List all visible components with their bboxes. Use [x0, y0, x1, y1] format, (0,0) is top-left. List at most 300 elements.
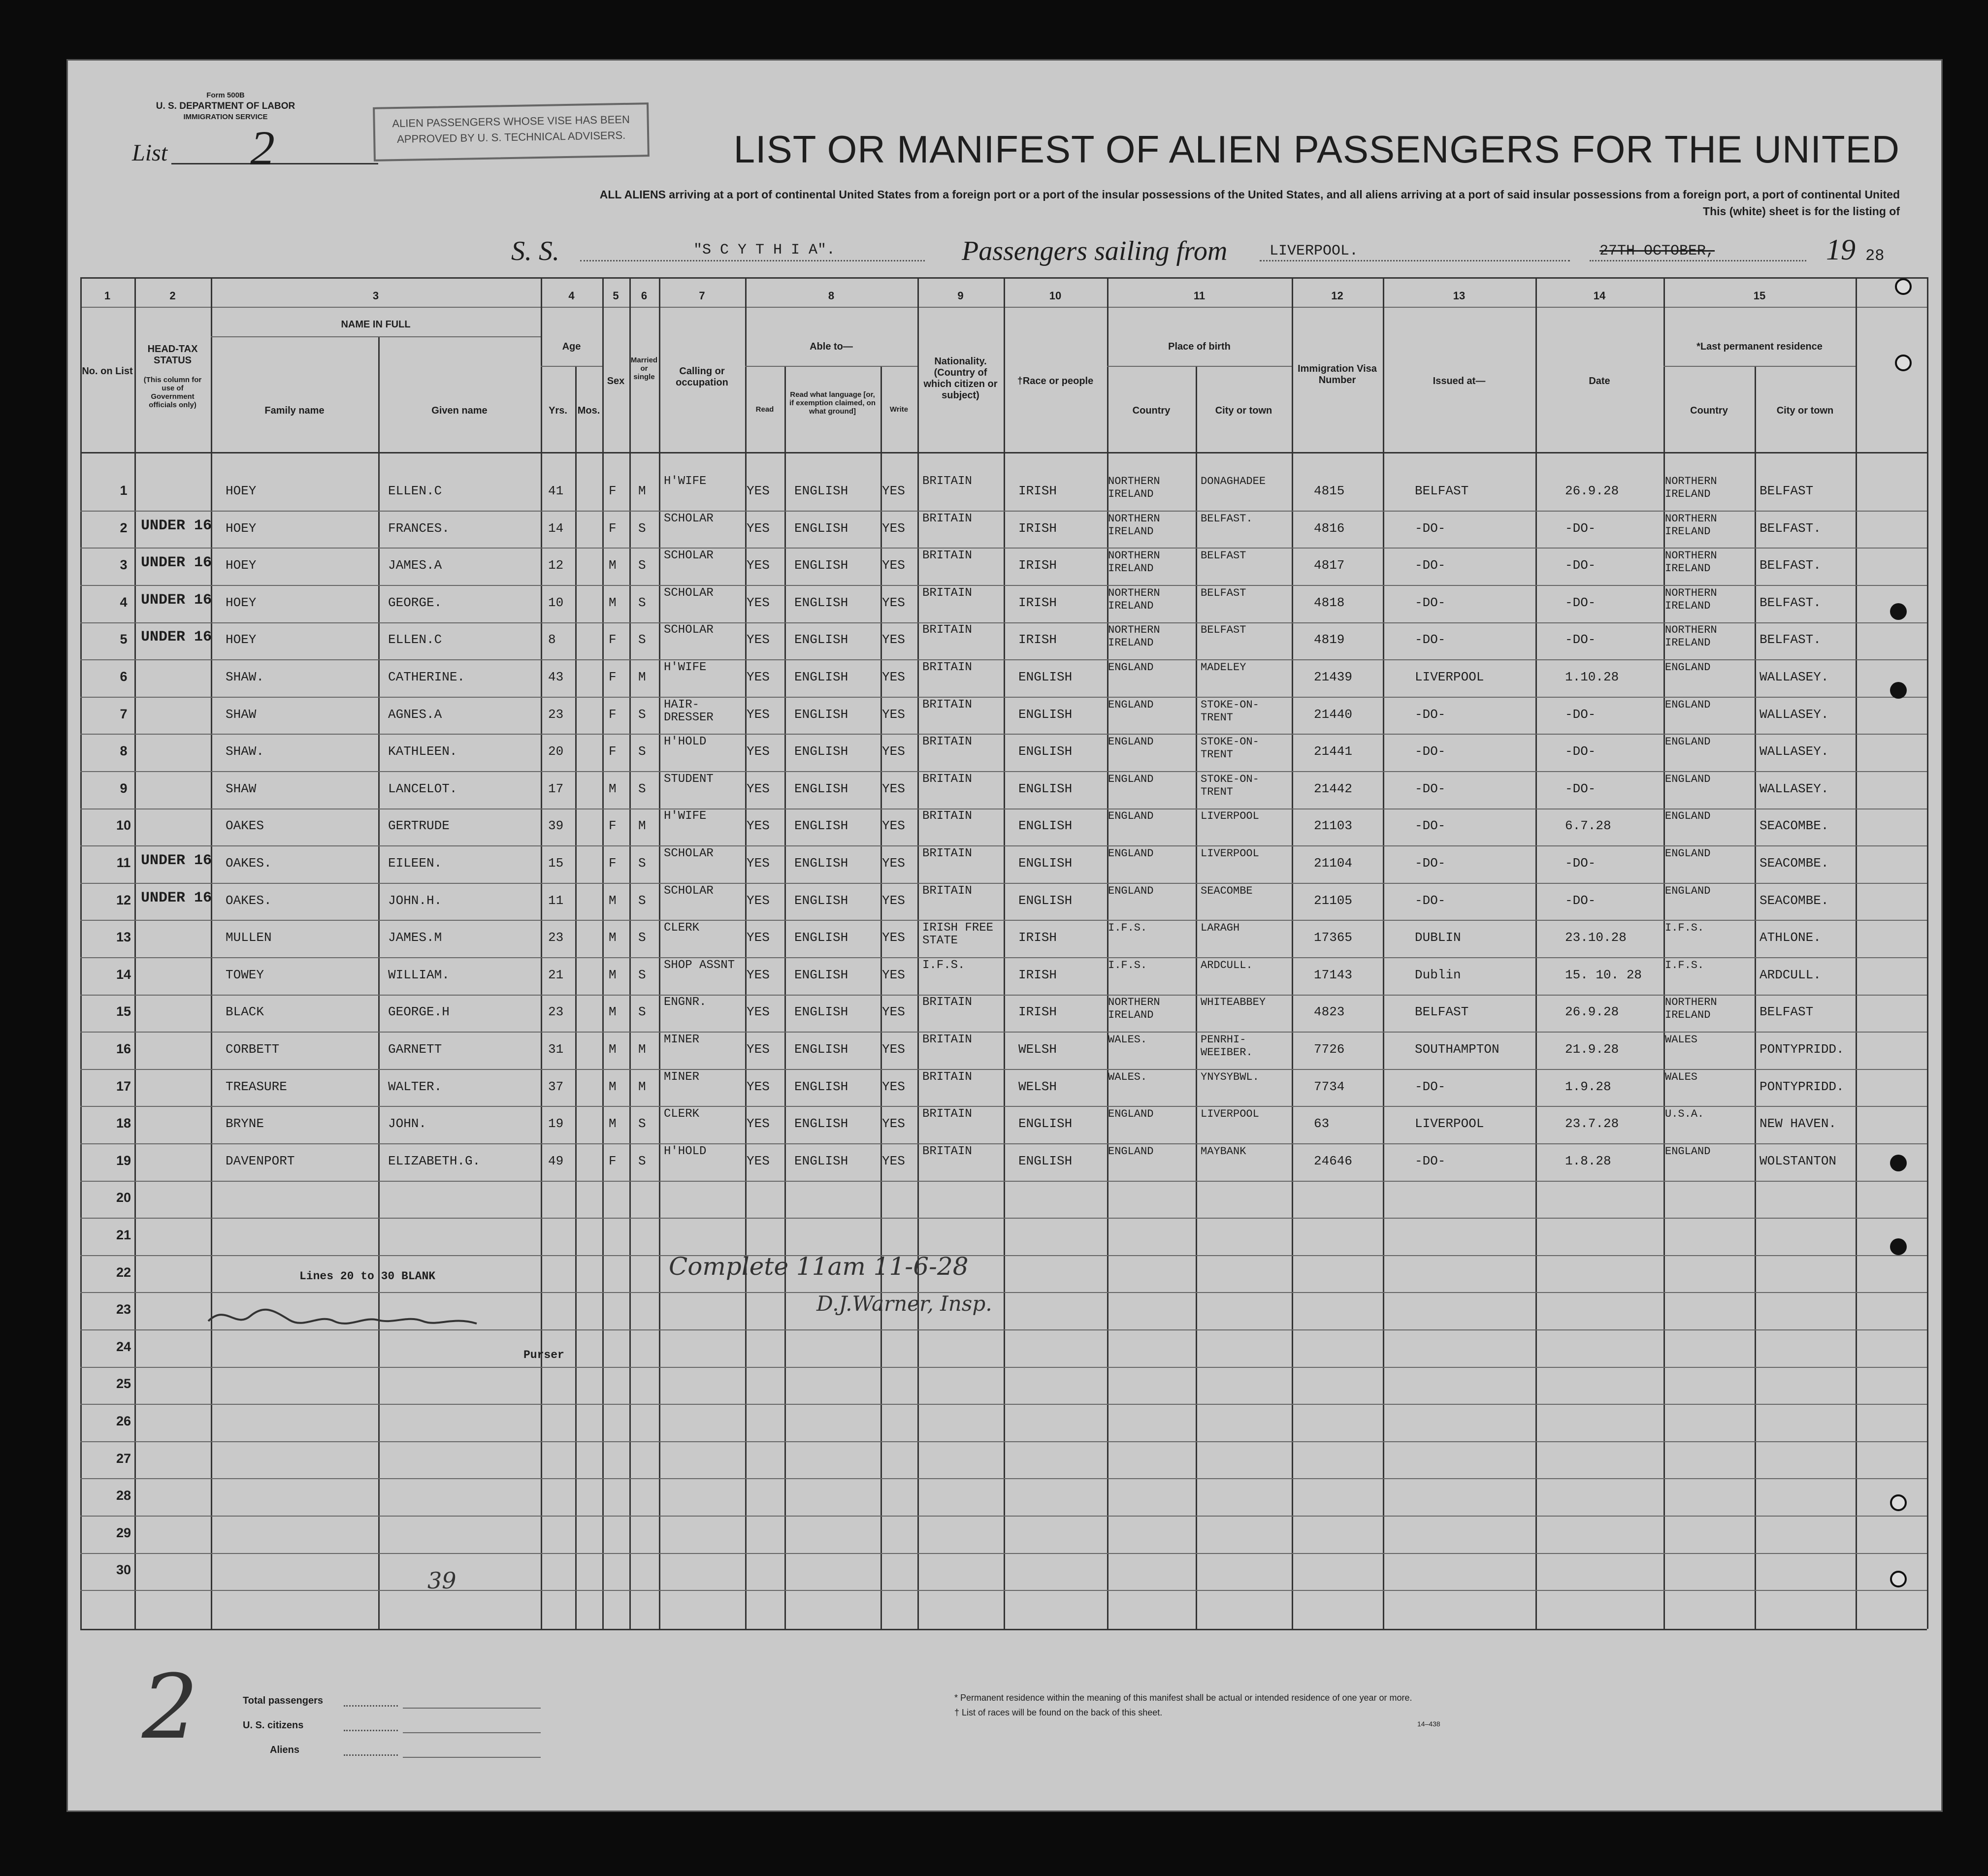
row-rule [80, 1218, 1927, 1219]
given-name: ELLEN.C [388, 484, 442, 498]
row-rule [80, 1404, 1927, 1405]
can-read: YES [747, 744, 770, 759]
birth-city: DONAGHADEE [1201, 475, 1266, 487]
column-rule [1927, 277, 1928, 1629]
occupation: CLERK [664, 1107, 700, 1121]
age-years: 20 [548, 744, 564, 759]
table-bottom-rule [80, 1629, 1927, 1630]
marital-status: M [638, 484, 646, 498]
column-rule [80, 277, 82, 1629]
visa-date: 26.9.28 [1565, 484, 1619, 498]
column-rule [917, 277, 919, 1629]
visa-date: 1.10.28 [1565, 670, 1619, 684]
birth-country: ENGLAND [1108, 661, 1154, 674]
occupation: H'WIFE [664, 809, 707, 823]
age-years: 14 [548, 520, 564, 536]
binder-hole [1890, 1155, 1907, 1171]
visa-number: 21440 [1314, 707, 1353, 722]
occupation: HAIR- DRESSER [664, 698, 714, 724]
nationality: BRITAIN [922, 475, 972, 488]
residence-country: NORTHERN IRELAND [1665, 512, 1717, 538]
marital-status: S [638, 520, 646, 536]
visa-issued-at: -DO- [1415, 744, 1446, 759]
family-name: OAKES. [226, 856, 272, 871]
residence-footnote: * Permanent residence within the meaning of this manifest shall be actual or intended residence of one year or more. [954, 1693, 1412, 1703]
list-label: List [132, 140, 168, 166]
row-number: 26 [116, 1414, 131, 1428]
birth-city: BELFAST [1201, 624, 1246, 637]
birth-city: YNYSYBWL. [1201, 1070, 1259, 1083]
residence-city: ARDCULL. [1760, 967, 1821, 982]
sex: M [609, 558, 617, 573]
stamp-line-1: ALIEN PASSENGERS WHOSE VISE HAS BEEN [392, 113, 630, 130]
marital-status: S [638, 1004, 646, 1020]
residence-country: ENGLAND [1665, 1145, 1711, 1158]
residence-country: I.F.S. [1665, 922, 1704, 935]
occupation: SCHOLAR [664, 623, 714, 637]
read-language: ENGLISH [794, 1004, 848, 1020]
birth-city: ARDCULL. [1201, 959, 1253, 971]
nationality: BRITAIN [922, 884, 972, 898]
race: IRISH [1018, 632, 1057, 647]
birth-country: ENGLAND [1108, 810, 1154, 823]
col-header-given-name: Given name [431, 405, 488, 416]
given-name: AGNES.A [388, 707, 442, 722]
column-number: 10 [1049, 290, 1062, 302]
column-number: 6 [641, 290, 648, 302]
row-number: 22 [116, 1264, 131, 1280]
occupation: SCHOLAR [664, 586, 714, 600]
family-name: MULLEN [226, 930, 272, 945]
race: ENGLISH [1018, 670, 1073, 684]
age-years: 8 [548, 632, 556, 647]
can-read: YES [747, 1116, 770, 1132]
birth-city: BELFAST [1201, 550, 1246, 562]
occupation: SCHOLAR [664, 847, 714, 860]
race: ENGLISH [1018, 893, 1073, 908]
race: IRISH [1018, 558, 1057, 573]
family-name: BLACK [226, 1004, 264, 1020]
marital-status: S [638, 1116, 646, 1132]
race: IRISH [1018, 930, 1057, 945]
row-number: 3 [120, 557, 128, 573]
family-name: BRYNE [226, 1116, 264, 1132]
can-read: YES [747, 1004, 770, 1020]
column-rule [659, 277, 660, 1629]
visa-date: -DO- [1565, 856, 1596, 871]
family-name: HOEY [226, 632, 257, 647]
nationality: BRITAIN [922, 996, 972, 1009]
column-rule [575, 366, 577, 1629]
can-read: YES [747, 520, 770, 536]
visa-date: -DO- [1565, 632, 1596, 647]
residence-city: BELFAST. [1760, 595, 1821, 610]
sex: F [609, 520, 617, 536]
row-number: 16 [116, 1041, 131, 1056]
birth-city: LIVERPOOL [1201, 847, 1259, 860]
family-name: DAVENPORT [226, 1153, 295, 1168]
marital-status: S [638, 1153, 646, 1168]
race: ENGLISH [1018, 744, 1073, 759]
visa-number: 63 [1314, 1116, 1330, 1132]
occupation: H'WIFE [664, 661, 707, 674]
visa-date: -DO- [1565, 595, 1596, 610]
citizens-line [403, 1732, 541, 1733]
visa-issued-at: -DO- [1415, 595, 1446, 610]
sex: F [609, 632, 617, 647]
sex: F [609, 856, 617, 871]
marital-status: S [638, 967, 646, 982]
nationality: BRITAIN [922, 1107, 972, 1121]
row-rule [80, 1143, 1927, 1144]
column-rule [1292, 277, 1293, 1629]
residence-country: NORTHERN IRELAND [1665, 586, 1717, 612]
head-tax-status: UNDER 16 [141, 517, 212, 534]
col-header-race: †Race or people [1017, 376, 1094, 387]
sex: M [609, 1116, 617, 1132]
row-rule [80, 1106, 1927, 1107]
total-passengers-label: Total passengers [243, 1695, 324, 1706]
given-name: JAMES.M [388, 930, 442, 945]
column-rule [629, 277, 631, 1629]
age-years: 12 [548, 558, 564, 573]
row-rule [80, 622, 1927, 623]
given-name: WILLIAM. [388, 967, 450, 982]
visa-issued-at: -DO- [1415, 520, 1446, 536]
family-name: OAKES. [226, 893, 272, 908]
purser-signature-scrawl [206, 1301, 482, 1331]
marital-status: S [638, 856, 646, 871]
nationality: BRITAIN [922, 512, 972, 525]
col-header-head-tax-note: (This column for use of Government officials only) [143, 376, 202, 409]
row-number: 14 [116, 967, 131, 982]
can-write: YES [882, 1116, 905, 1132]
visa-number: 17143 [1314, 967, 1353, 982]
can-write: YES [882, 707, 905, 722]
residence-city: BELFAST. [1760, 558, 1821, 573]
col-header-able-to: Able to— [810, 341, 853, 352]
can-read: YES [747, 558, 770, 573]
row-number: 23 [116, 1302, 131, 1317]
can-write: YES [882, 595, 905, 610]
residence-city: PONTYPRIDD. [1760, 1042, 1844, 1057]
col-header-calling: Calling or occupation [676, 366, 728, 388]
col-header-issued-at: Issued at— [1433, 376, 1486, 387]
family-name: CORBETT [226, 1042, 280, 1057]
read-language: ENGLISH [794, 744, 848, 759]
binder-hole [1895, 355, 1912, 371]
nationality: BRITAIN [922, 1144, 972, 1158]
residence-city: WALLASEY. [1760, 707, 1829, 722]
row-number: 20 [116, 1190, 131, 1205]
sex: M [609, 930, 617, 945]
head-tax-status: UNDER 16 [141, 554, 212, 572]
row-rule [80, 697, 1927, 698]
row-number: 15 [116, 1004, 131, 1019]
given-name: WALTER. [388, 1079, 442, 1094]
race: IRISH [1018, 520, 1057, 536]
age-years: 41 [548, 484, 564, 498]
sex: M [609, 781, 617, 796]
row-number: 18 [116, 1116, 131, 1131]
sex: M [609, 893, 617, 908]
col-header-last-residence: *Last permanent residence [1696, 341, 1823, 352]
row-rule [80, 1553, 1927, 1554]
can-read: YES [747, 1079, 770, 1094]
can-read: YES [747, 818, 770, 834]
residence-city: PONTYPRIDD. [1760, 1079, 1844, 1094]
read-language: ENGLISH [794, 632, 848, 647]
visa-issued-at: -DO- [1415, 893, 1446, 908]
birth-city: WHITEABBEY [1201, 996, 1266, 1009]
occupation: SCHOLAR [664, 512, 714, 525]
date-dotted-line [1590, 260, 1806, 261]
col-header-birth-country: Country [1132, 405, 1171, 416]
can-read: YES [747, 670, 770, 684]
ship-name: "S C Y T H I A". [693, 242, 836, 259]
race: ENGLISH [1018, 818, 1073, 834]
row-rule [80, 548, 1927, 549]
occupation: SHOP ASSNT [664, 958, 735, 972]
port-dotted-line [1260, 260, 1570, 261]
birth-city: LIVERPOOL [1201, 1108, 1259, 1121]
can-read: YES [747, 856, 770, 871]
departure-date: 27TH OCTOBER, [1599, 243, 1715, 259]
birth-city: LARAGH [1201, 922, 1240, 935]
residence-city: WALLASEY. [1760, 781, 1829, 796]
residence-country: ENGLAND [1665, 661, 1711, 674]
ship-dotted-line [580, 260, 925, 261]
birth-city: STOKE-ON- TRENT [1201, 698, 1259, 724]
sex: M [609, 967, 617, 982]
purser-label: Purser [523, 1349, 564, 1361]
col-header-sex: Sex [607, 376, 625, 387]
col-header-name-in-full: NAME IN FULL [341, 319, 411, 330]
row-number: 24 [116, 1339, 131, 1354]
residence-country: NORTHERN IRELAND [1665, 624, 1717, 649]
nationality: BRITAIN [922, 1033, 972, 1046]
residence-country: ENGLAND [1665, 847, 1711, 860]
age-years: 11 [548, 893, 564, 908]
visa-number: 24646 [1314, 1153, 1353, 1168]
sex: F [609, 744, 617, 759]
birth-city: BELFAST [1201, 586, 1246, 599]
read-language: ENGLISH [794, 520, 848, 536]
given-name: LANCELOT. [388, 781, 457, 796]
can-write: YES [882, 893, 905, 908]
binder-hole [1890, 1571, 1907, 1587]
row-rule [80, 995, 1927, 996]
visa-number: 21441 [1314, 744, 1353, 759]
read-language: ENGLISH [794, 1153, 848, 1168]
birth-country: NORTHERN IRELAND [1108, 624, 1160, 649]
column-rule [1196, 366, 1197, 1629]
marital-status: S [638, 781, 646, 796]
family-name: SHAW. [226, 744, 264, 759]
read-language: ENGLISH [794, 484, 848, 498]
sex: M [609, 1079, 617, 1094]
race: ENGLISH [1018, 781, 1073, 796]
visa-issued-at: DUBLIN [1415, 930, 1461, 945]
col-header-res-city: City or town [1776, 405, 1834, 416]
row-rule [80, 1367, 1927, 1368]
can-write: YES [882, 744, 905, 759]
column-number: 3 [372, 290, 379, 302]
column-rule [880, 366, 882, 1629]
name-subheader-rule [211, 336, 541, 337]
column-rule [541, 277, 542, 1629]
visa-number: 4817 [1314, 558, 1345, 573]
can-write: YES [882, 1079, 905, 1094]
col-header-age: Age [562, 341, 581, 352]
residence-city: NEW HAVEN. [1760, 1116, 1837, 1132]
col-header-family-name: Family name [264, 405, 325, 416]
given-name: GEORGE. [388, 595, 442, 610]
visa-issued-at: -DO- [1415, 707, 1446, 722]
residence-country: ENGLAND [1665, 773, 1711, 785]
visa-issued-at: Dublin [1415, 967, 1461, 982]
race: ENGLISH [1018, 1153, 1073, 1168]
birth-country: ENGLAND [1108, 1145, 1154, 1158]
given-name: KATHLEEN. [388, 744, 457, 759]
row-number: 21 [116, 1228, 131, 1242]
column-number: 8 [828, 290, 835, 302]
binder-hole [1890, 1494, 1907, 1511]
marital-status: S [638, 893, 646, 908]
row-rule [80, 1032, 1927, 1033]
col-header-place-of-birth: Place of birth [1168, 341, 1231, 352]
age-years: 49 [548, 1153, 564, 1168]
col-header-visa: Immigration Visa Number [1298, 363, 1377, 386]
birth-country: NORTHERN IRELAND [1108, 586, 1160, 612]
birth-city: MADELEY [1201, 661, 1246, 674]
visa-date: -DO- [1565, 558, 1596, 573]
row-rule [80, 511, 1927, 512]
col-header-read: Read [755, 405, 774, 414]
can-write: YES [882, 670, 905, 684]
residence-city: WALLASEY. [1760, 670, 1829, 684]
department-name: U. S. DEPARTMENT OF LABOR [156, 101, 295, 111]
given-name: GEORGE.H [388, 1004, 450, 1020]
age-years: 39 [548, 818, 564, 834]
completion-note: Complete 11am 11-6-28 [669, 1252, 969, 1281]
marital-status: M [638, 1079, 646, 1094]
residence-country: ENGLAND [1665, 884, 1711, 897]
year-prefix: 19 [1826, 233, 1856, 266]
sex: F [609, 707, 617, 722]
row-number: 11 [116, 855, 131, 870]
column-number: 13 [1453, 290, 1466, 302]
subtitle-line-2: This (white) sheet is for the listing of [1703, 205, 1900, 218]
visa-issued-at: BELFAST [1415, 484, 1469, 498]
row-rule [80, 920, 1927, 921]
occupation: SCHOLAR [664, 884, 714, 898]
residence-city: BELFAST. [1760, 520, 1821, 536]
birth-country: NORTHERN IRELAND [1108, 996, 1160, 1022]
read-language: ENGLISH [794, 1042, 848, 1057]
row-rule [80, 1069, 1927, 1070]
head-tax-status: UNDER 16 [141, 629, 212, 646]
family-name: SHAW [226, 707, 257, 722]
department-heading [127, 90, 324, 123]
nationality: BRITAIN [922, 698, 972, 712]
age-years: 23 [548, 707, 564, 722]
col-header-no-on-list: No. on List [82, 366, 133, 377]
col-header-date: Date [1589, 376, 1610, 387]
birth-city: MAYBANK [1201, 1145, 1246, 1158]
form-code: 14–438 [1417, 1720, 1440, 1728]
birth-country: ENGLAND [1108, 736, 1154, 748]
marital-status: S [638, 744, 646, 759]
occupation: MINER [664, 1070, 700, 1084]
given-name: ELLEN.C [388, 632, 442, 647]
manifest-subtitle [408, 186, 1900, 220]
occupation: CLERK [664, 921, 700, 935]
marital-status: S [638, 558, 646, 573]
col-header-res-country: Country [1690, 405, 1728, 416]
birth-country: NORTHERN IRELAND [1108, 512, 1160, 538]
head-tax-status: UNDER 16 [141, 889, 212, 906]
birth-country: WALES. [1108, 1070, 1147, 1083]
column-number: 9 [957, 290, 964, 302]
can-write: YES [882, 520, 905, 536]
visa-number: 21103 [1314, 818, 1353, 834]
column-number: 7 [699, 290, 705, 302]
sex: F [609, 670, 617, 684]
nationality: I.F.S. [922, 958, 965, 972]
column-number: 4 [568, 290, 575, 302]
read-language: ENGLISH [794, 670, 848, 684]
can-read: YES [747, 893, 770, 908]
sex: M [609, 595, 617, 610]
age-years: 10 [548, 595, 564, 610]
birth-city: STOKE-ON- TRENT [1201, 773, 1259, 798]
given-name: CATHERINE. [388, 670, 465, 684]
visa-issued-at: BELFAST [1415, 1004, 1469, 1020]
marital-status: S [638, 632, 646, 647]
column-rule [1755, 366, 1756, 1629]
visa-number: 4815 [1314, 484, 1345, 498]
visa-number: 21105 [1314, 893, 1353, 908]
binder-hole [1890, 682, 1907, 699]
row-number: 10 [116, 818, 131, 833]
nationality: BRITAIN [922, 549, 972, 563]
read-language: ENGLISH [794, 893, 848, 908]
can-read: YES [747, 707, 770, 722]
birth-country: ENGLAND [1108, 1108, 1154, 1121]
marital-status: S [638, 930, 646, 945]
can-write: YES [882, 818, 905, 834]
can-read: YES [747, 967, 770, 982]
binder-hole [1895, 278, 1912, 295]
birth-country: I.F.S. [1108, 959, 1147, 971]
row-rule [80, 883, 1927, 884]
race-footnote: † List of races will be found on the back of this sheet. [954, 1708, 1163, 1717]
visa-number: 4816 [1314, 520, 1345, 536]
visa-date: -DO- [1565, 893, 1596, 908]
row-rule [80, 659, 1927, 660]
sex: M [609, 1004, 617, 1020]
given-name: JOHN. [388, 1116, 427, 1132]
col-header-write: Write [889, 405, 909, 414]
marital-status: S [638, 707, 646, 722]
visa-issued-at: -DO- [1415, 781, 1446, 796]
aliens-dots [344, 1754, 398, 1756]
occupation: H'WIFE [664, 475, 707, 488]
nationality: BRITAIN [922, 772, 972, 786]
year-suffix: 28 [1865, 247, 1885, 265]
marital-status: M [638, 1042, 646, 1057]
